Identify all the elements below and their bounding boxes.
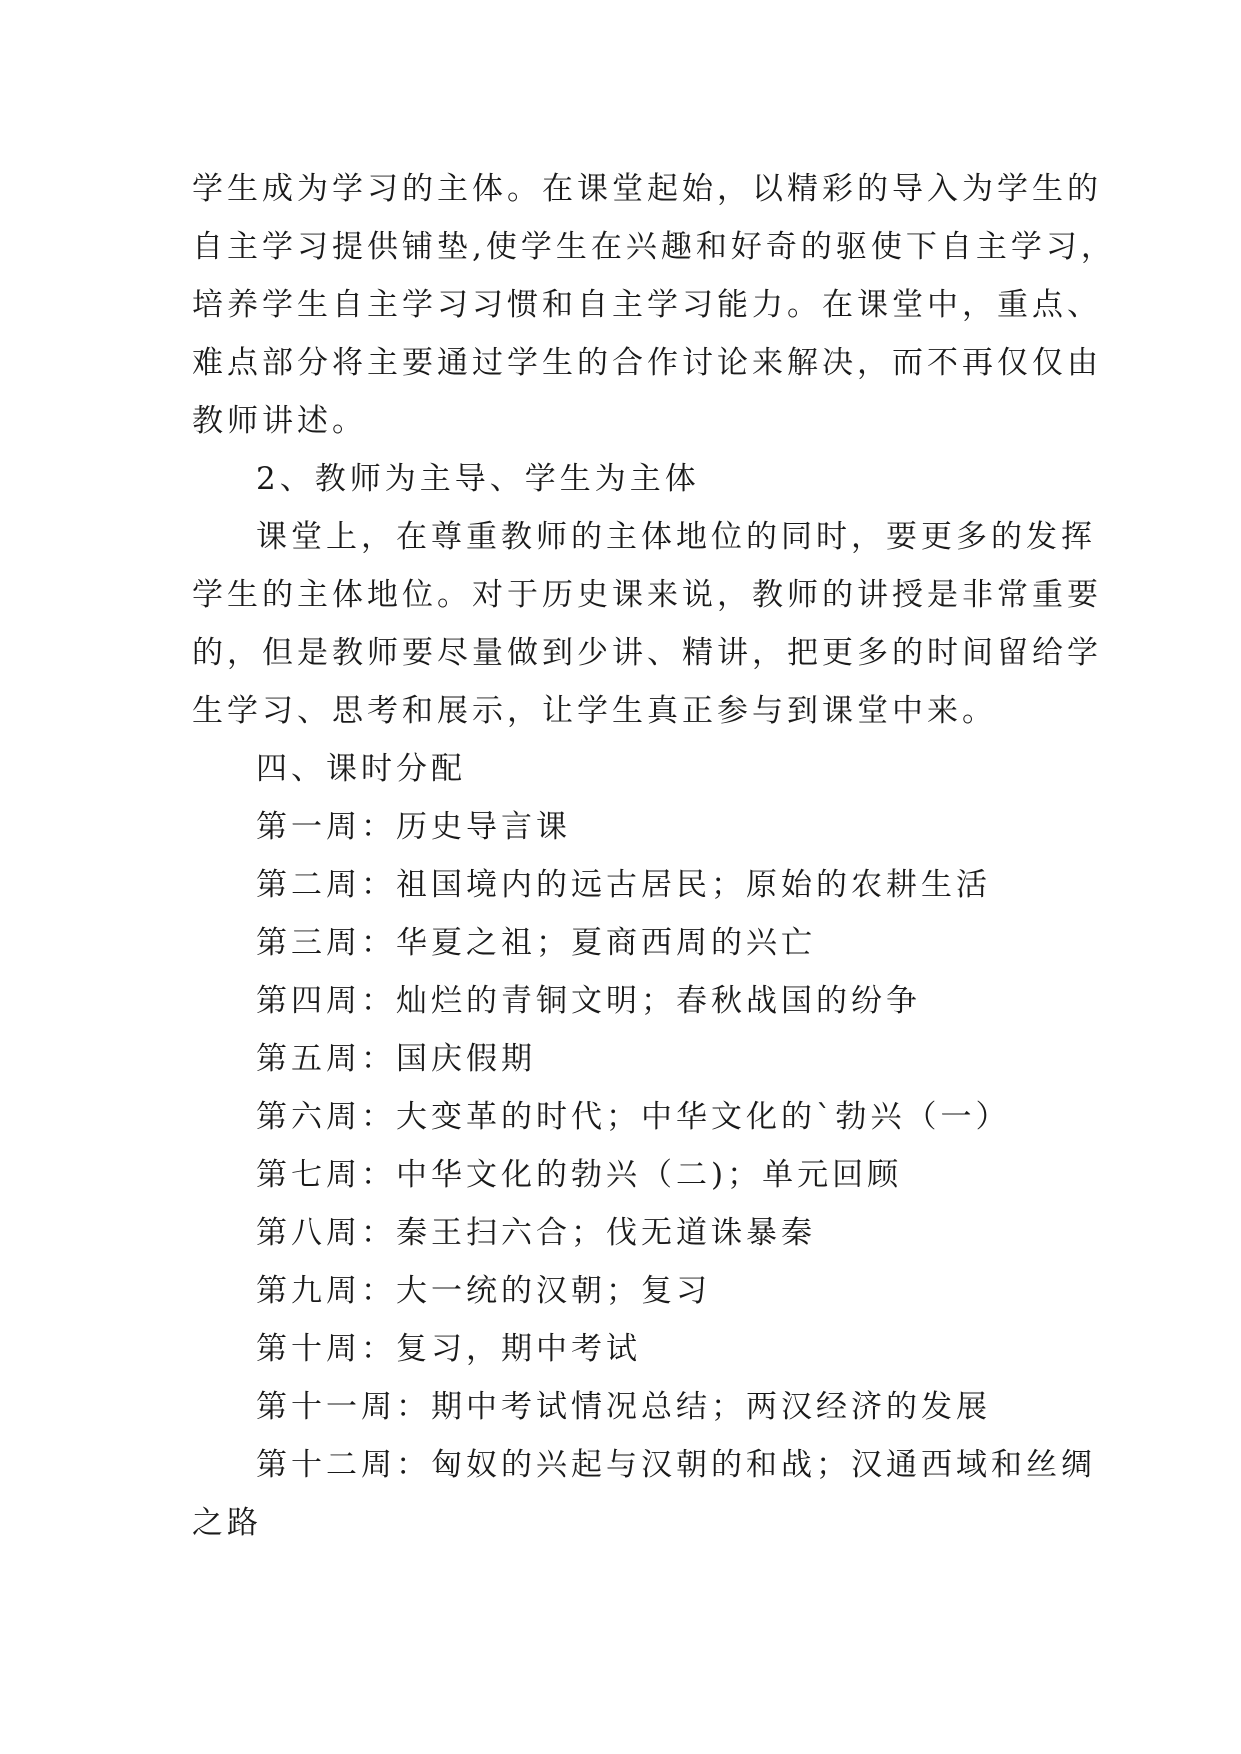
section-heading: 四、课时分配: [256, 751, 466, 787]
schedule-item-continuation: 之路: [192, 1505, 262, 1541]
schedule-item: 第八周：秦王扫六合；伐无道诛暴秦: [256, 1215, 816, 1251]
paragraph-line: 教师讲述。: [192, 403, 367, 439]
schedule-item: 第五周：国庆假期: [256, 1041, 536, 1077]
paragraph-line: 学生的主体地位。对于历史课来说，教师的讲授是非常重要: [192, 577, 1102, 613]
document-body: [192, 160, 1116, 1552]
schedule-item: 第十一周：期中考试情况总结；两汉经济的发展: [256, 1389, 991, 1425]
schedule-item: 第七周：中华文化的勃兴（二)；单元回顾: [256, 1157, 903, 1193]
paragraph-line: 难点部分将主要通过学生的合作讨论来解决，而不再仅仅由: [192, 345, 1102, 381]
paragraph-line: 课堂上，在尊重教师的主体地位的同时，要更多的发挥: [256, 519, 1096, 555]
schedule-item: 第四周：灿烂的青铜文明；春秋战国的纷争: [256, 983, 921, 1019]
schedule-item: 第六周：大变革的时代；中华文化的`勃兴（一）: [256, 1099, 1011, 1135]
schedule-item: 第一周：历史导言课: [256, 809, 571, 845]
schedule-item: 第二周：祖国境内的远古居民；原始的农耕生活: [256, 867, 991, 903]
schedule-item: 第十二周：匈奴的兴起与汉朝的和战；汉通西域和丝绸: [256, 1447, 1096, 1483]
paragraph-line: 的，但是教师要尽量做到少讲、精讲，把更多的时间留给学: [192, 635, 1102, 671]
paragraph-line: 生学习、思考和展示，让学生真正参与到课堂中来。: [192, 693, 997, 729]
paragraph-line: 自主学习提供铺垫,使学生在兴趣和好奇的驱使下自主学习，: [192, 229, 1116, 265]
paragraph-line: 培养学生自主学习习惯和自主学习能力。在课堂中，重点、: [192, 287, 1102, 323]
schedule-item: 第九周：大一统的汉朝；复习: [256, 1273, 711, 1309]
section-heading: 2、教师为主导、学生为主体: [256, 461, 700, 497]
schedule-item: 第十周：复习，期中考试: [256, 1331, 641, 1367]
schedule-item: 第三周：华夏之祖；夏商西周的兴亡: [256, 925, 816, 961]
paragraph-line: 学生成为学习的主体。在课堂起始，以精彩的导入为学生的: [192, 171, 1102, 207]
